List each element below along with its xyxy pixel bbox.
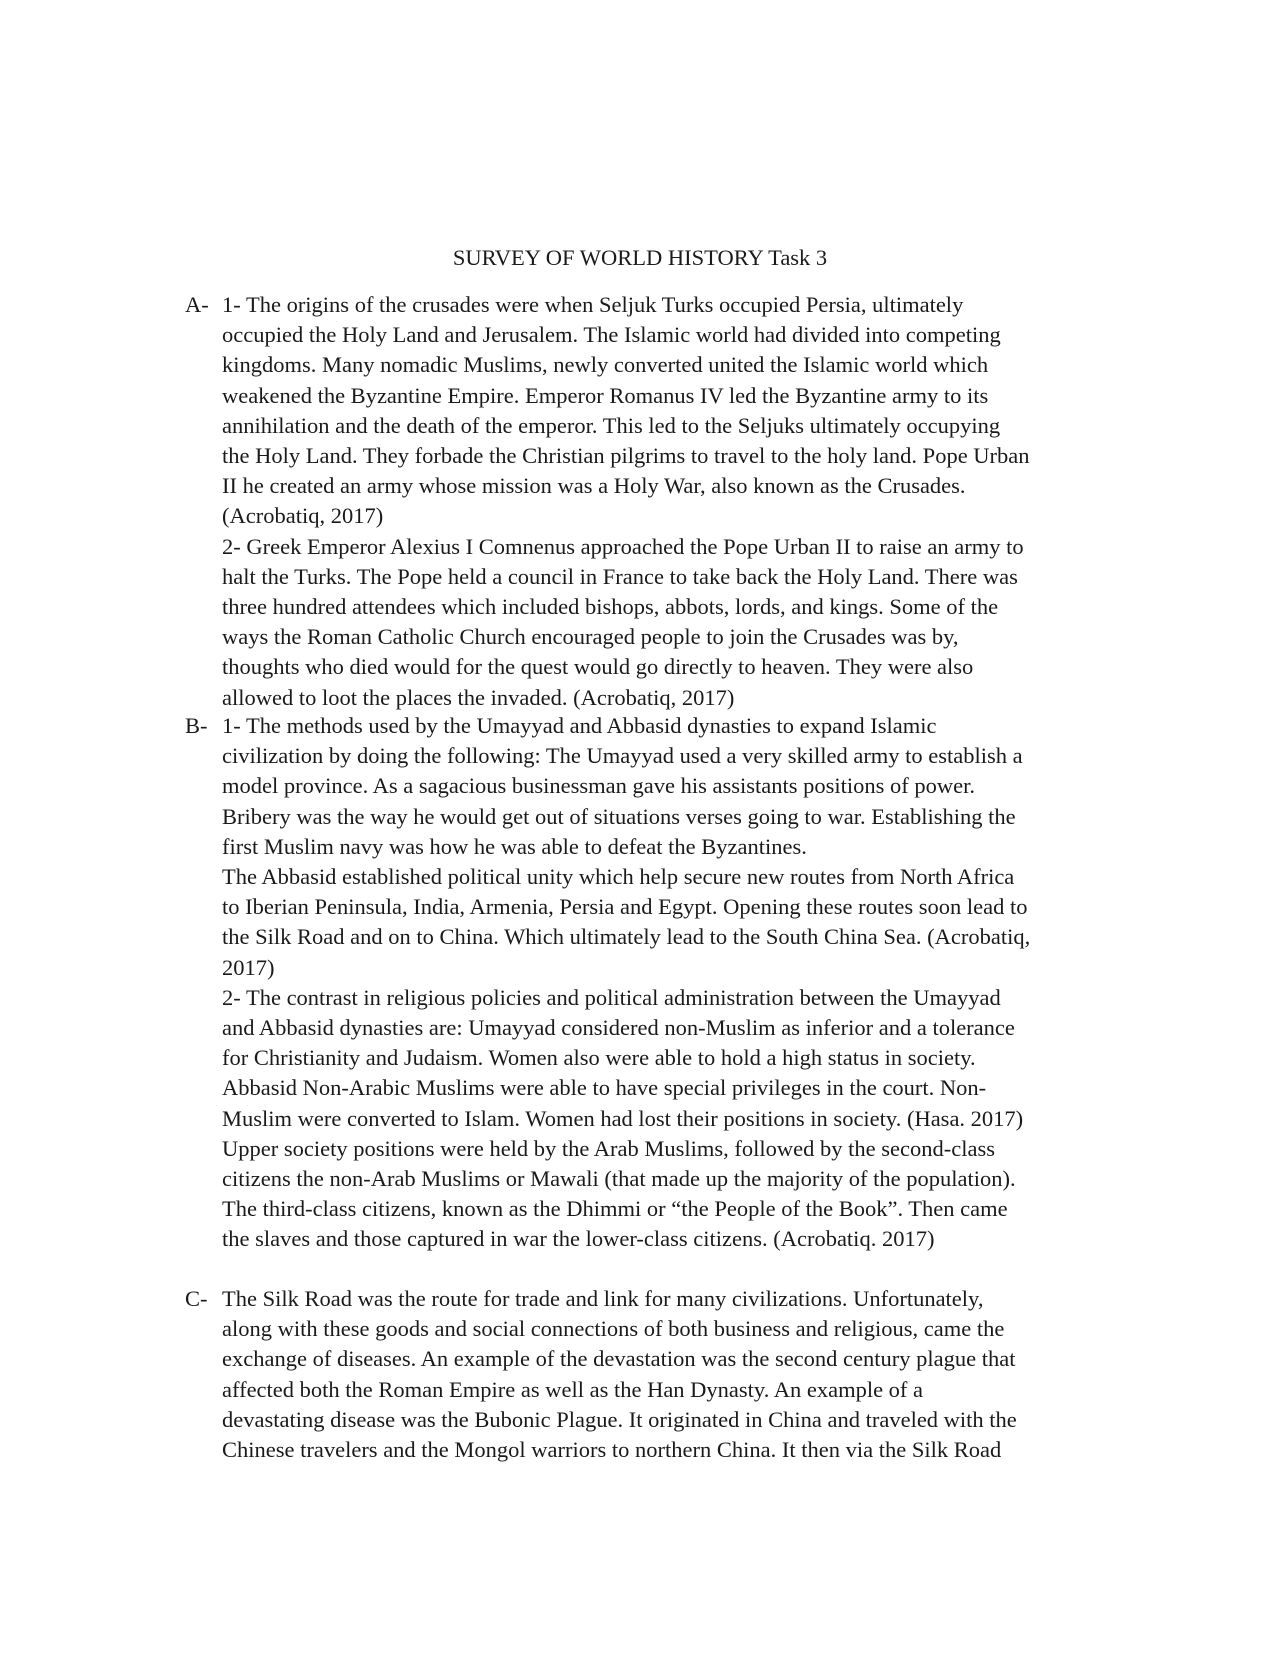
text-line: 2- The contrast in religious policies and political administration between the Umayyad — [222, 984, 1001, 1010]
text-line: (Acrobatiq, 2017) — [222, 503, 384, 529]
text-line: Chinese travelers and the Mongol warriors to northern China. It then via the Silk Road — [222, 1437, 1002, 1463]
text-line: affected both the Roman Empire as well as the Han Dynasty. An example of a — [222, 1376, 924, 1402]
text-line: the Holy Land. They forbade the Christian pilgrims to travel to the holy land. Pope Urban — [222, 443, 1030, 469]
text-line: first Muslim navy was how he was able to defeat the Byzantines. — [222, 833, 807, 859]
text-line: weakened the Byzantine Empire. Emperor Romanus IV led the Byzantine army to its — [222, 382, 989, 408]
text-line: annihilation and the death of the emperor. This led to the Seljuks ultimately occupying — [222, 412, 1001, 438]
text-line: devastating disease was the Bubonic Plague. It originated in China and traveled with the — [222, 1406, 1017, 1432]
text-line: The Silk Road was the route for trade and link for many civilizations. Unfortunately, — [222, 1286, 984, 1311]
text-line: exchange of diseases. An example of the devastation was the second century plague that — [222, 1346, 1016, 1372]
text-line: Abbasid Non-Arabic Muslims were able to have special privileges in the court. Non- — [222, 1075, 987, 1101]
text-line: the slaves and those captured in war the lower-class citizens. (Acrobatiq. 2017) — [222, 1226, 935, 1252]
text-line: and Abbasid dynasties are: Umayyad considered non-Muslim as inferior and a tolerance — [222, 1015, 1015, 1041]
text-line: The Abbasid established political unity which help secure new routes from North Africa — [222, 864, 1015, 890]
text-line: 1- The methods used by the Umayyad and Abbasid dynasties to expand Islamic — [222, 713, 937, 738]
text-line: Upper society positions were held by the Arab Muslims, followed by the second-class — [222, 1135, 995, 1161]
text-line: Muslim were converted to Islam. Women had lost their positions in society. (Hasa. 2017) — [222, 1105, 1024, 1131]
text-line: model province. As a sagacious businessman gave his assistants positions of power. — [222, 773, 976, 799]
section-a-body — [222, 290, 1127, 713]
text-line: allowed to loot the places the invaded. (Acrobatiq, 2017) — [222, 684, 735, 710]
text-line: civilization by doing the following: The Umayyad used a very skilled army to establish a — [222, 743, 1023, 769]
text-line: three hundred attendees which included bishops, abbots, lords, and kings. Some of the — [222, 594, 999, 620]
section-c-body — [222, 1284, 1127, 1465]
text-line: occupied the Holy Land and Jerusalem. The Islamic world had divided into competing — [222, 322, 1001, 348]
document-title: SURVEY OF WORLD HISTORY Task 3 — [452, 245, 828, 270]
section-b-body — [222, 711, 1127, 1255]
section-a-marker: A- — [185, 292, 209, 317]
text-line: 1- The origins of the crusades were when Seljuk Turks occupied Persia, ultimately — [222, 292, 964, 317]
text-line: II he created an army whose mission was a Holy War, also known as the Crusades. — [222, 473, 966, 499]
text-line: kingdoms. Many nomadic Muslims, newly converted united the Islamic world which — [222, 352, 989, 378]
section-b-marker: B- — [185, 713, 208, 738]
text-line: 2017) — [222, 954, 275, 980]
text-line: citizens the non-Arab Muslims or Mawali (that made up the majority of the population). — [222, 1166, 1016, 1192]
text-line: The third-class citizens, known as the Dhimmi or “the People of the Book”. Then came — [222, 1196, 1008, 1222]
text-line: ways the Roman Catholic Church encouraged people to join the Crusades was by, — [222, 624, 959, 650]
text-line: Bribery was the way he would get out of situations verses going to war. Establishing the — [222, 803, 1016, 829]
text-line: halt the Turks. The Pope held a council in France to take back the Holy Land. There was — [222, 563, 1018, 589]
text-line: for Christianity and Judaism. Women also were able to hold a high status in society. — [222, 1045, 976, 1071]
text-line: along with these goods and social connections of both business and religious, came the — [222, 1316, 1005, 1342]
text-line: 2- Greek Emperor Alexius I Comnenus approached the Pope Urban II to raise an army to — [222, 533, 1024, 559]
text-line: to Iberian Peninsula, India, Armenia, Persia and Egypt. Opening these routes soon lead to — [222, 894, 1028, 920]
section-c-marker: C- — [185, 1286, 208, 1311]
text-line: the Silk Road and on to China. Which ultimately lead to the South China Sea. (Acrobatiq, — [222, 924, 1031, 950]
text-line: thoughts who died would for the quest would go directly to heaven. They were also — [222, 654, 974, 680]
